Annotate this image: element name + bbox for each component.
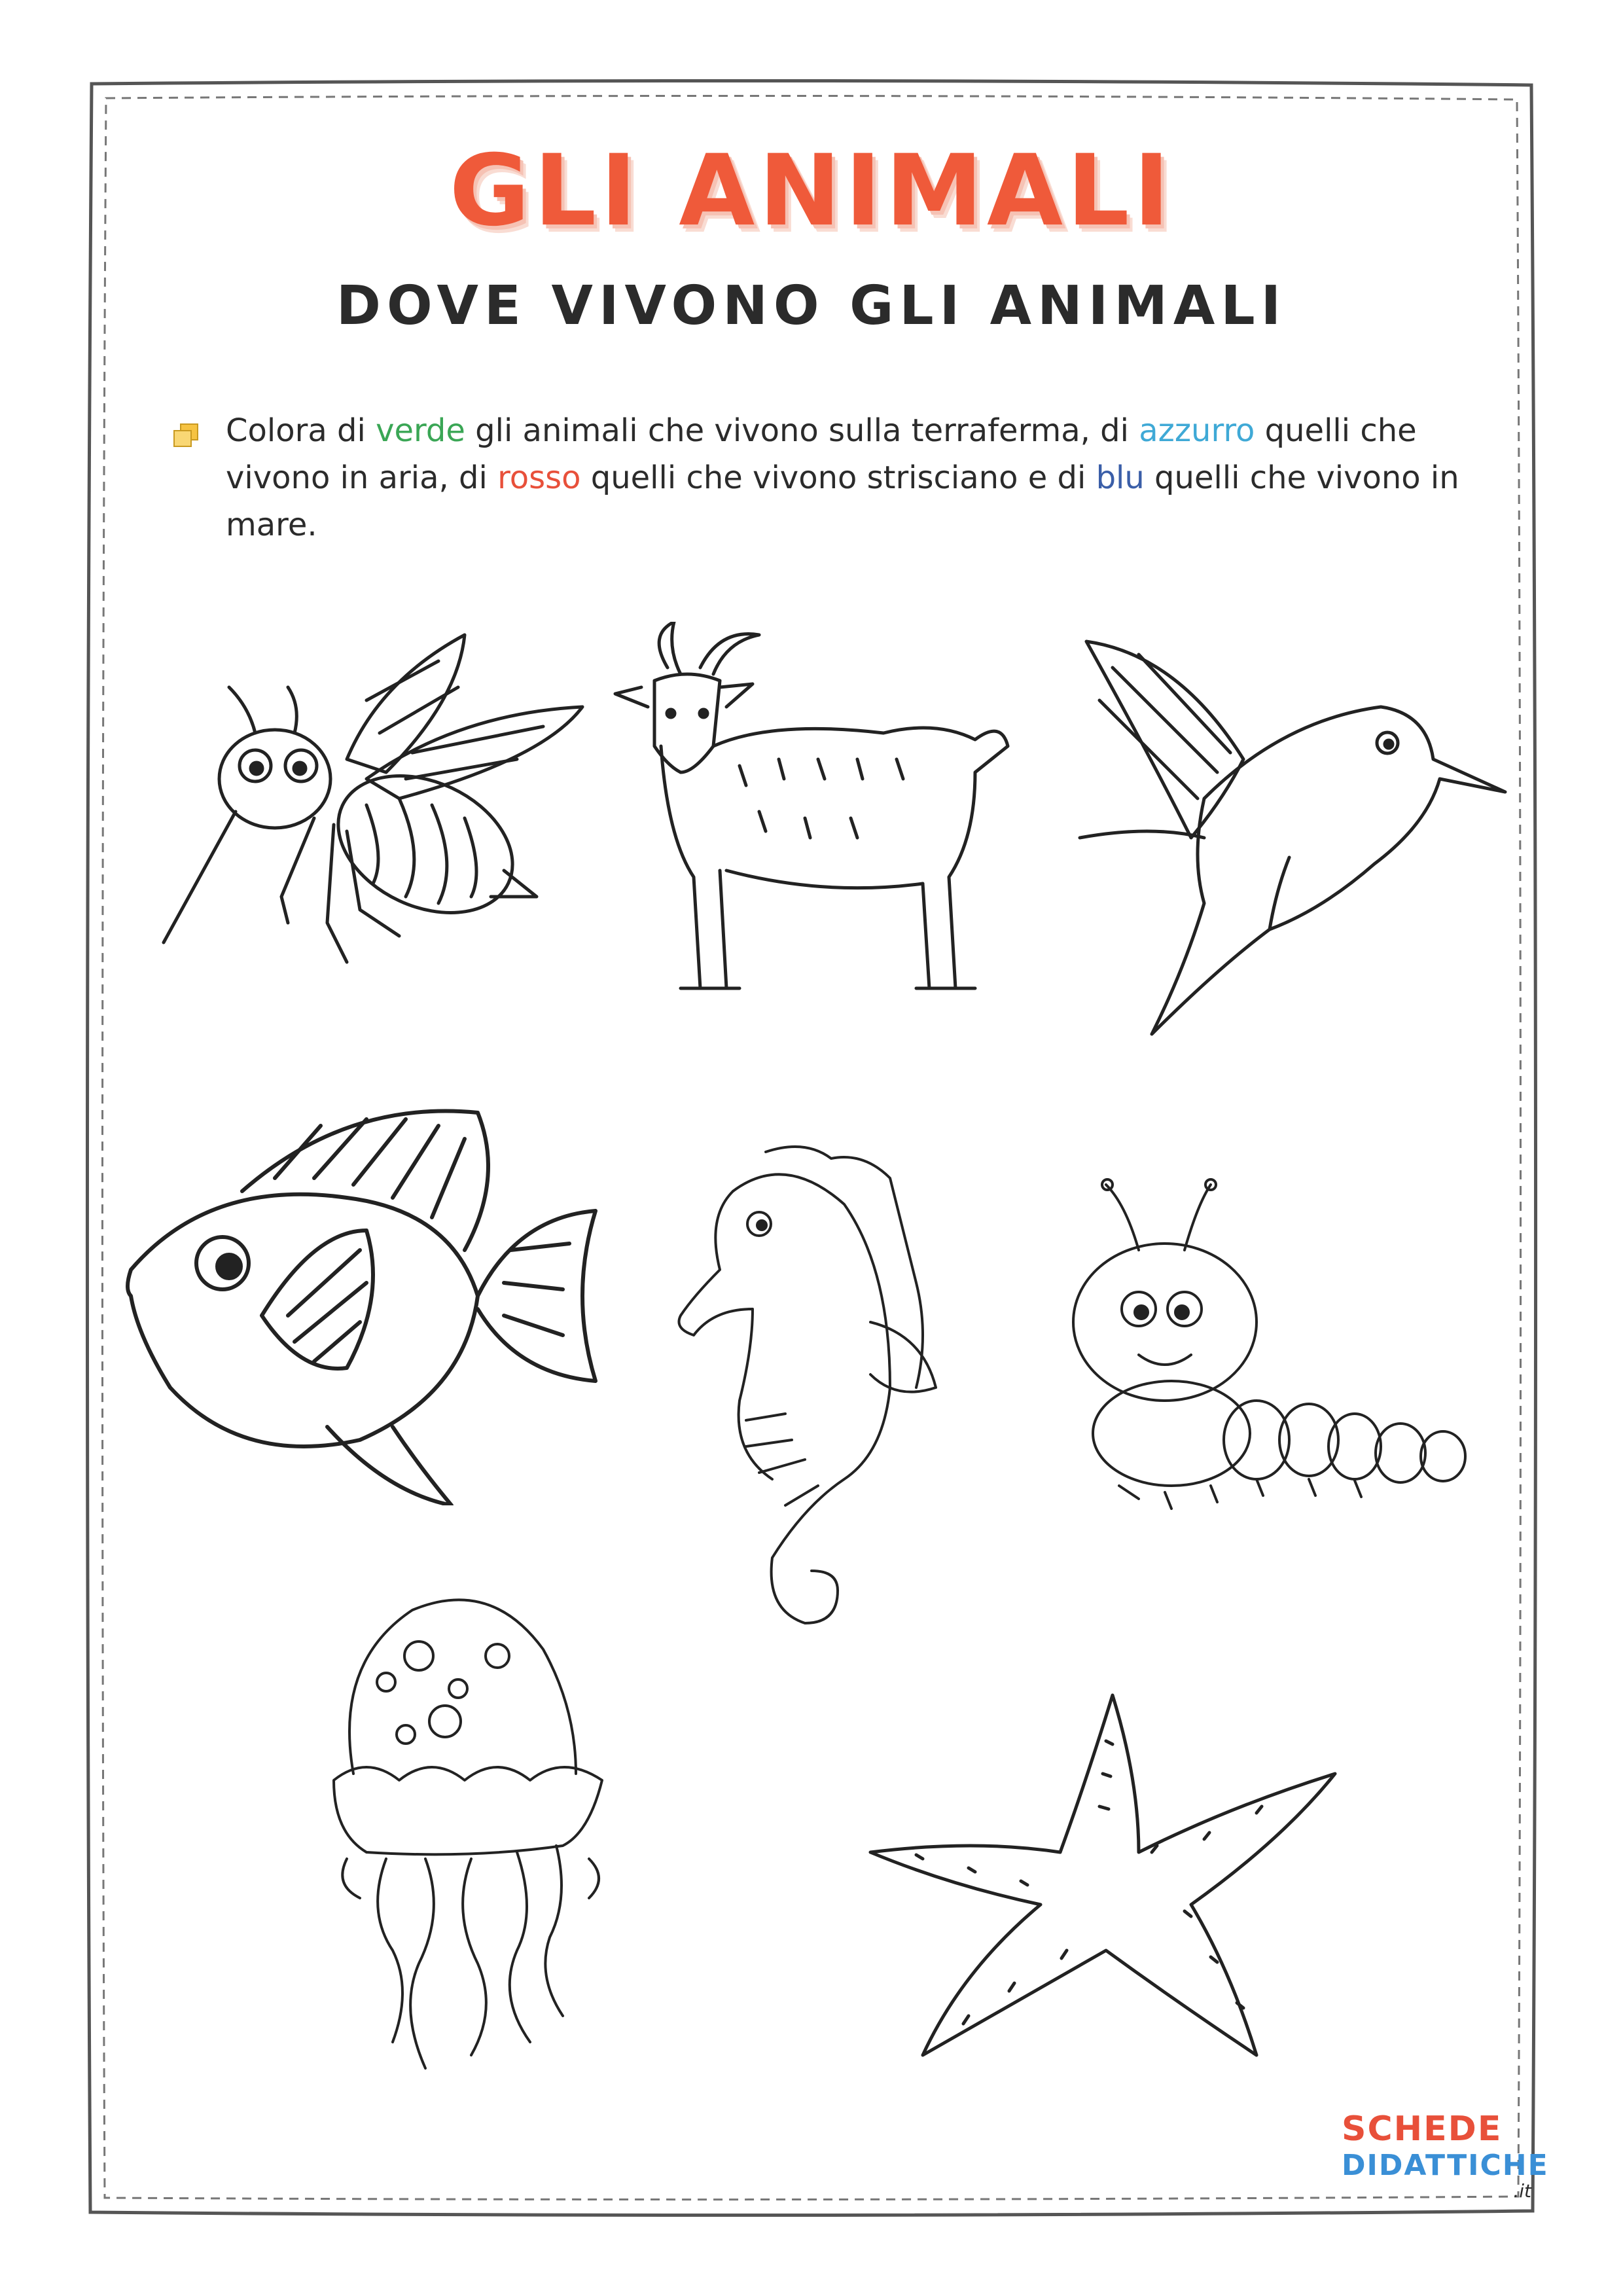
color-word-red: rosso [497, 459, 581, 496]
schede-didattiche-logo [1342, 2109, 1549, 2209]
caterpillar-drawing [1054, 1178, 1472, 1545]
hummingbird-drawing [1073, 628, 1518, 1047]
seahorse-drawing [674, 1139, 949, 1643]
logo-line-1: SCHEDE [1342, 2109, 1503, 2149]
goat-drawing [609, 622, 1014, 1041]
color-word-green: verde [376, 412, 465, 449]
notes-icon [171, 423, 200, 449]
starfish-drawing [864, 1689, 1361, 2068]
page-title: GLI ANIMALI [449, 134, 1174, 248]
logo-line-2: DIDATTICHE [1342, 2149, 1549, 2182]
fish-drawing [111, 1100, 609, 1505]
jellyfish-drawing [327, 1584, 628, 2081]
color-word-blue: blu [1096, 459, 1145, 496]
color-word-lightblue: azzurro [1139, 412, 1255, 449]
mosquito-drawing [151, 622, 596, 1014]
logo-tld: .it [1513, 2180, 1531, 2202]
instruction-text: Colora di verde gli animali che vivono sulla terraferma, di azzurro quelli che vivono in aria, di rosso quelli che vivono strisciano e di blu quelli che vivono in mare. [226, 412, 1459, 543]
page-subtitle: DOVE VIVONO GLI ANIMALI [336, 275, 1287, 337]
